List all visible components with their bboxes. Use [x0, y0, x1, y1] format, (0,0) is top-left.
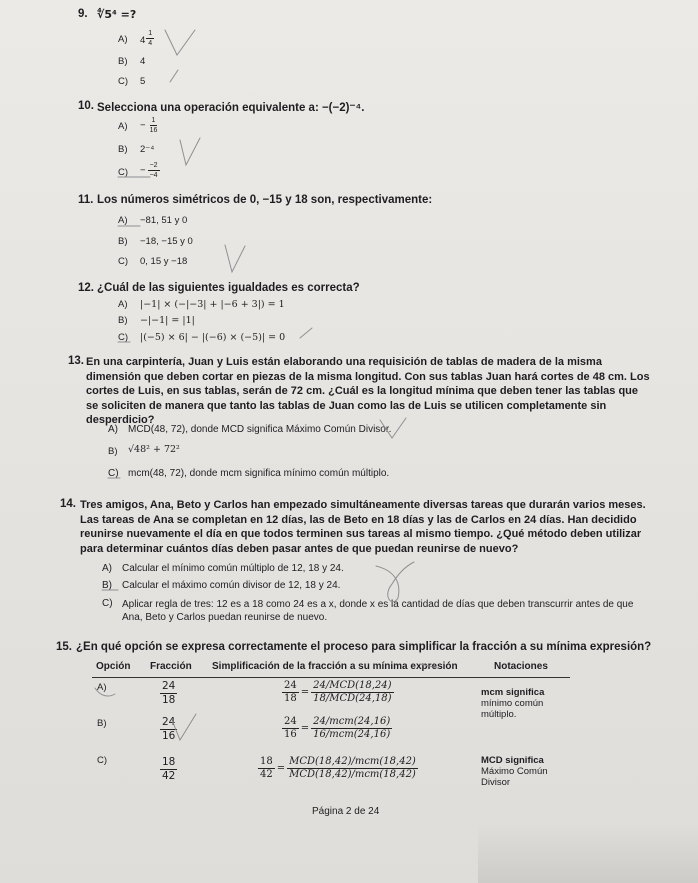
q13-question: En una carpintería, Juan y Luis están elaborando una requisición de tablas de madera de la misma dimensión que deben cortar en piezas de la misma longitud. Con sus tablas Juan hará cortes de 48 cm. Los cortes de Luis, en sus tablas, serán de 72 cm. ¿Cuál es la longitud mínima que deben tener las tablas que se soliciten de manera que tanto las tablas de Juan como las de Luis se utilicen completamente sin desperdicio? [86, 356, 650, 426]
q11-option-c: 0, 15 y −18 [140, 256, 188, 267]
q13-option-a-label: A) [108, 424, 118, 435]
q15-table-rule [92, 677, 570, 678]
q15-row-c-simplification: $\frac{18}{42}$ = $\frac{\text{MCD(18,42)/mcm(18,42)}}{\text{MCD(18,42)/mcm(18,42)}}$ [260, 756, 416, 780]
q10-number: 10. [78, 100, 94, 112]
q15-notes-mcd: MCD significa Máximo Común Divisor [481, 755, 548, 788]
q12-option-b: −|−1| = |1| [140, 315, 195, 326]
q12-option-b-label: B) [118, 315, 128, 326]
q14-number: 14. [60, 498, 76, 510]
q9-option-b-label: B) [118, 56, 128, 67]
q15-header-opcion: Opción [96, 661, 131, 672]
q15-row-b-label: B) [97, 718, 107, 729]
q9-option-b: 4 [140, 56, 146, 67]
q12-option-a: |−1| × (−|−3| + |−6 + 3|) = 1 [140, 299, 285, 310]
q14-option-b: Calcular el máximo común divisor de 12, 18 y 24. [122, 580, 341, 591]
q14-option-a-label: A) [102, 563, 112, 574]
q10-option-b-label: B) [118, 144, 128, 155]
q12-number: 12. [78, 282, 94, 294]
q12-option-c: |(−5) × 6| − |(−6) × (−5)| = 0 [140, 332, 286, 343]
q15-header-notaciones: Notaciones [494, 661, 548, 672]
q10-option-c-label: C) [118, 167, 129, 178]
q11-option-b: −18, −15 y 0 [140, 236, 193, 247]
q11-option-a-label: A) [118, 215, 128, 226]
q13-option-b: √48² + 72² [128, 444, 180, 455]
q10-option-c: − $\frac{-2}{-4}$ [140, 162, 158, 179]
q14-question: Tres amigos, Ana, Beto y Carlos han empezado simultáneamente diversas tareas que durarán varios meses. Las tareas de Ana se completan en 12 días, las de Beto en 18 días y las de Carlos en 24 días. Han decidido reunirse nuevamente el día en que todos terminen sus tareas al mismo tiempo. ¿Qué método deben utilizar para determinar cuántos días deben pasar antes de que puedan reunirse de nuevo? [80, 499, 646, 555]
q15-row-a-simplification: $\frac{24}{18}$ = $\frac{\text{24/MCD(18,24)}}{\text{18/MCD(24,18)}}$ [284, 680, 392, 704]
q15-number: 15. [56, 641, 72, 653]
q14-option-a: Calcular el mínimo común múltiplo de 12, 18 y 24. [122, 563, 344, 574]
q14-option-c: Aplicar regla de tres: 12 es a 18 como 24 es a x, donde x es la cantidad de días que deben transcurrir antes de que Ana, Beto y Carlos puedan reunirse de nuevo. [122, 599, 634, 623]
q11-number: 11. [78, 194, 94, 206]
q9-option-a: 4 $\frac{1}{4}$ [140, 30, 153, 47]
q14-option-b-label: B) [102, 580, 112, 591]
q14-option-c-label: C) [102, 598, 113, 609]
q13-number: 13. [68, 355, 84, 367]
q12-option-c-label: C) [118, 332, 129, 343]
q12-question: ¿Cuál de las siguientes igualdades es correcta? [97, 282, 360, 294]
q15-row-b-fraction: $\frac{24}{16}$ [162, 716, 176, 742]
q15-question: ¿En qué opción se expresa correctamente el proceso para simplificar la fracción a su mínima expresión? [76, 641, 652, 653]
q13-option-a: MCD(48, 72), donde MCD significa Máximo Común Divisor. [128, 424, 392, 435]
q15-header-simplificacion: Simplificación de la fracción a su mínima expresión [212, 661, 458, 672]
q9-option-c-label: C) [118, 76, 129, 87]
q10-option-b: 2⁻⁴ [140, 144, 155, 155]
q15-row-c-fraction: $\frac{18}{42}$ [162, 756, 176, 782]
q11-option-b-label: B) [118, 236, 128, 247]
q15-row-a-label: A) [97, 682, 107, 693]
q11-question: Los números simétricos de 0, −15 y 18 son, respectivamente: [97, 194, 433, 206]
q11-option-c-label: C) [118, 256, 129, 267]
q10-option-a-label: A) [118, 121, 128, 132]
q15-row-b-simplification: $\frac{24}{16}$ = $\frac{\text{24/mcm(24,16)}}{\text{16/mcm(24,16)}}$ [284, 716, 391, 740]
q11-option-a: −81, 51 y 0 [140, 215, 188, 226]
q15-row-c-label: C) [97, 755, 108, 766]
q9-option-c: 5 [140, 76, 146, 87]
q15-header-fraccion: Fracción [150, 661, 192, 672]
q13-option-c-label: C) [108, 468, 119, 479]
page-footer: Página 2 de 24 [312, 806, 380, 817]
q10-option-a: − $\frac{1}{16}$ [140, 117, 158, 134]
q13-option-c: mcm(48, 72), donde mcm significa mínimo común múltiplo. [128, 468, 390, 479]
q10-question: Selecciona una operación equivalente a: −(−2)⁻⁴. [97, 102, 365, 114]
q12-option-a-label: A) [118, 299, 128, 310]
q9-number: 9. [78, 8, 88, 20]
q9-option-a-label: A) [118, 34, 128, 45]
q15-row-a-fraction: $\frac{24}{18}$ [162, 680, 176, 706]
q15-notes-mcm: mcm significa mínimo común múltiplo. [481, 687, 545, 720]
q9-question: ∜5⁴ =? [97, 8, 137, 21]
q13-option-b-label: B) [108, 446, 118, 457]
photo-shadow [478, 823, 698, 883]
